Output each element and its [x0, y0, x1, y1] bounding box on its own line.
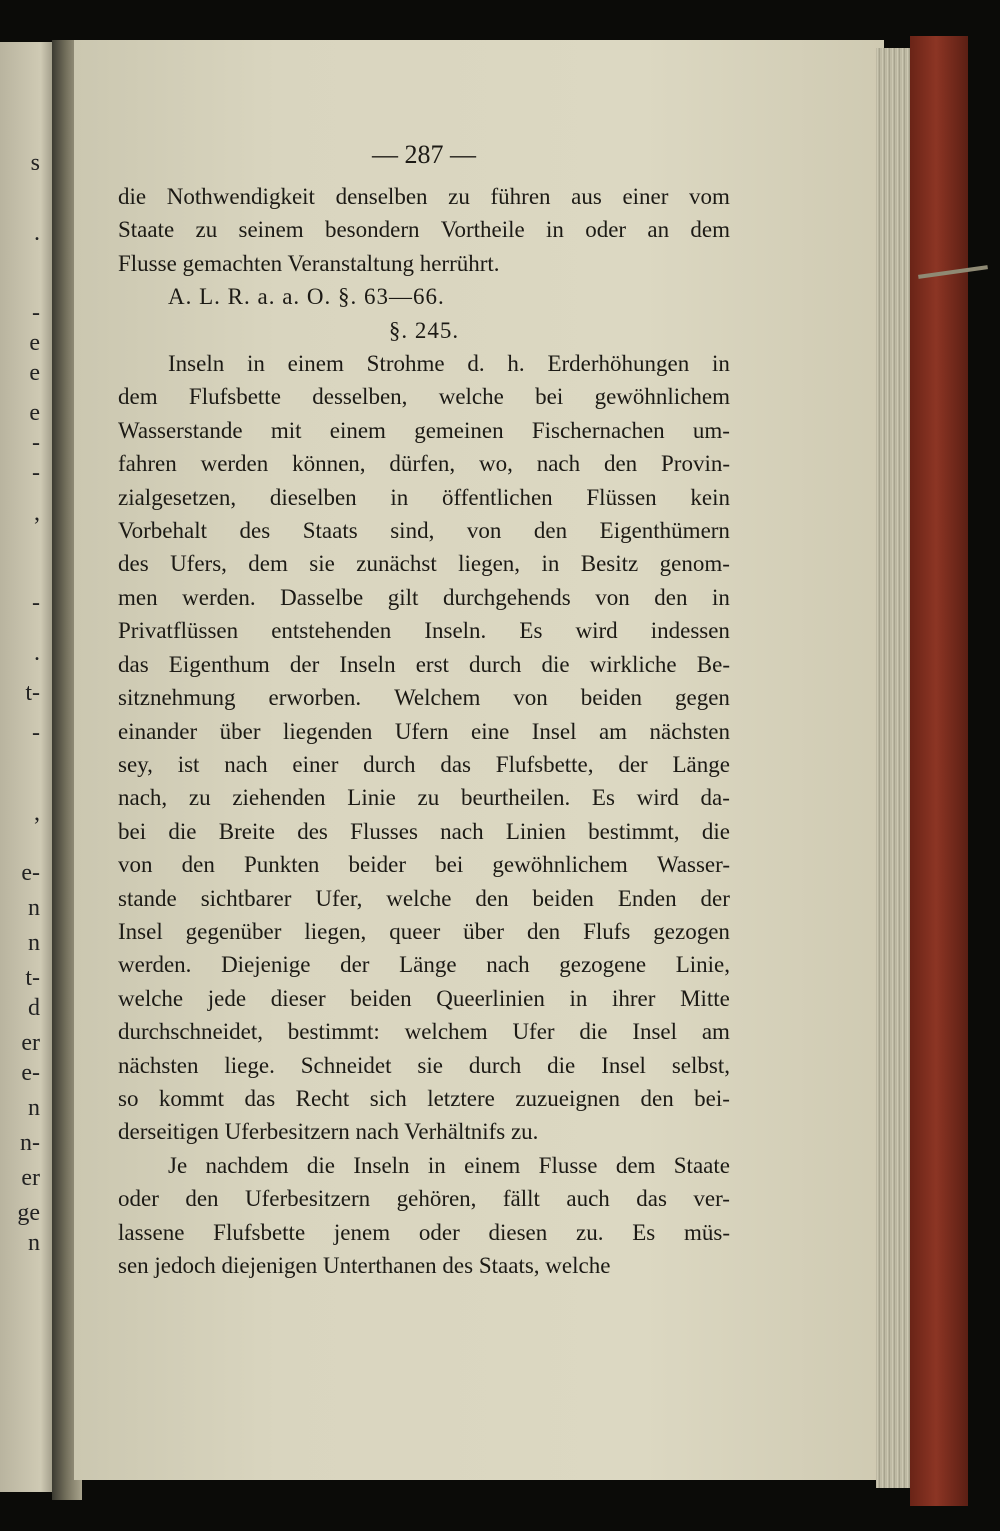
margin-fragment: e — [29, 360, 40, 386]
text-line: lassene Flufsbette jenem oder diesen zu. Es müs- — [118, 1219, 730, 1245]
text-line: Privatflüssen entstehenden Inseln. Es wird indessen — [118, 618, 730, 644]
page-stack-edge — [876, 48, 914, 1488]
facing-page-margin-fragments — [0, 42, 58, 1492]
text-line: sey, ist nach einer durch das Flufsbette, der Länge — [118, 751, 730, 777]
facing-page-edge — [0, 42, 58, 1492]
continuation-lines — [118, 180, 730, 280]
text-line: Staate zu seinem besondern Vortheile in oder an dem — [118, 217, 730, 243]
page-text — [118, 130, 730, 1282]
text-line: Je nachdem die Inseln in einem Flusse dem Staate — [168, 1152, 730, 1178]
section-heading: §. 245. — [388, 317, 460, 343]
margin-fragment: - — [32, 430, 40, 456]
book-cover-spine — [910, 36, 968, 1506]
text-line: welche jede dieser beiden Queerlinien in ihrer Mitte — [118, 985, 730, 1011]
paragraph-1 — [118, 347, 730, 1149]
margin-fragment: . — [34, 640, 40, 666]
text-line: nächsten liege. Schneidet sie durch die Insel selbst, — [118, 1052, 730, 1078]
text-line: des Ufers, dem sie zunächst liegen, in Besitz genom- — [118, 551, 730, 577]
text-line: Flusse gemachten Veranstaltung herrührt. — [118, 250, 500, 276]
margin-fragment: n — [28, 930, 40, 956]
text-line: einander über liegenden Ufern eine Insel am nächsten — [118, 718, 730, 744]
text-line: dem Flufsbette desselben, welche bei gewöhnlichem — [118, 384, 730, 410]
text-line: men werden. Dasselbe gilt durchgehends von den in — [118, 584, 730, 610]
text-line: fahren werden können, dürfen, wo, nach den Provin- — [118, 451, 730, 477]
margin-fragment: - — [32, 720, 40, 746]
margin-fragment: n — [28, 895, 40, 921]
text-line: oder den Uferbesitzern gehören, fällt auch das ver- — [118, 1186, 730, 1212]
text-line: stande sichtbarer Ufer, welche den beiden Enden der — [118, 885, 730, 911]
margin-fragment: s — [30, 150, 40, 176]
page-number: — 287 — — [372, 140, 476, 169]
margin-fragment: er — [21, 1165, 40, 1191]
margin-fragment: e — [29, 400, 40, 426]
text-line: die Nothwendigkeit denselben zu führen aus einer vom — [118, 184, 730, 209]
text-line: werden. Diejenige der Länge nach gezogene Linie, — [118, 952, 730, 978]
margin-fragment: n — [28, 1095, 40, 1121]
text-line: sen jedoch diejenigen Unterthanen des Staats, welche — [118, 1253, 611, 1278]
margin-fragment: t- — [25, 680, 40, 706]
margin-fragment: e — [29, 330, 40, 356]
margin-fragment: n — [28, 1230, 40, 1256]
text-line: bei die Breite des Flusses nach Linien bestimmt, die — [118, 818, 730, 844]
margin-fragment: . — [34, 220, 40, 246]
margin-fragment: , — [34, 800, 40, 826]
legal-citation: A. L. R. a. a. O. §. 63—66. — [168, 284, 445, 310]
text-line: durchschneidet, bestimmt: welchem Ufer die Insel am — [118, 1019, 730, 1045]
margin-fragment: n- — [20, 1130, 40, 1156]
margin-fragment: - — [32, 590, 40, 616]
text-line: von den Punkten beider bei gewöhnlichem Wasser- — [118, 852, 730, 878]
margin-fragment: - — [32, 300, 40, 326]
text-line: nach, zu ziehenden Linie zu beurtheilen. Es wird da- — [118, 785, 730, 811]
margin-fragment: d — [28, 995, 40, 1021]
text-line: derseitigen Uferbesitzern nach Verhältnifs zu. — [118, 1119, 539, 1145]
margin-fragment: , — [34, 500, 40, 526]
margin-fragment: t- — [25, 965, 40, 991]
text-line: so kommt das Recht sich letztere zuzueignen den bei- — [118, 1085, 730, 1111]
text-line: Insel gegenüber liegen, queer über den Flufs gezogen — [118, 918, 730, 944]
margin-fragment: e- — [21, 860, 40, 886]
margin-fragment: e- — [21, 1060, 40, 1086]
text-line: Vorbehalt des Staats sind, von den Eigenthümern — [118, 518, 730, 544]
text-line: das Eigenthum der Inseln erst durch die wirkliche Be- — [118, 651, 730, 677]
margin-fragment: er — [21, 1030, 40, 1056]
text-line: zialgesetzen, dieselben in öffentlichen Flüssen kein — [118, 484, 730, 510]
text-line: Inseln in einem Strohme d. h. Erderhöhungen in — [168, 351, 730, 377]
text-line: Wasserstande mit einem gemeinen Fischernachen um- — [118, 417, 730, 443]
text-line: sitznehmung erworben. Welchem von beiden gegen — [118, 685, 730, 711]
margin-fragment: - — [32, 460, 40, 486]
paragraph-2 — [118, 1149, 730, 1283]
margin-fragment: ge — [17, 1200, 40, 1226]
